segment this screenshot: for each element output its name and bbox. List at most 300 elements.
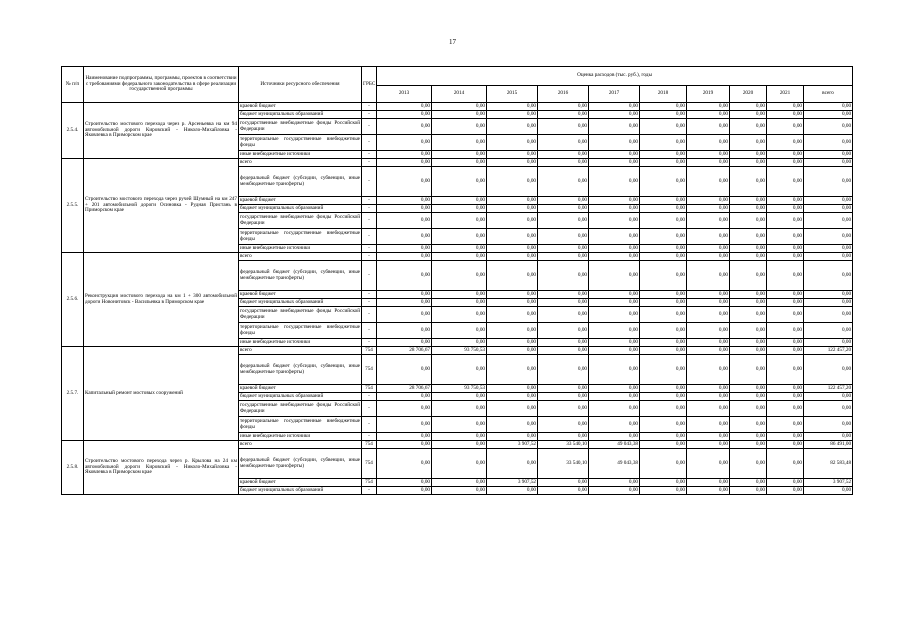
- item-name: Строительство мостового перехода через р. Крылова на 24 км автомобильной дороги Кировский - Николо-Михайловка - Яковлевка в Приморском крае: [84, 441, 239, 495]
- year-value: 0,00: [538, 347, 589, 355]
- year-value: 0,00: [589, 159, 640, 167]
- year-value: 0,00: [432, 135, 487, 151]
- funding-source: краевой бюджет: [239, 197, 362, 205]
- year-value: 0,00: [487, 323, 538, 339]
- year-value: 0,00: [767, 393, 804, 401]
- year-value: 0,00: [432, 401, 487, 417]
- page-number: 17: [449, 38, 456, 46]
- year-header: 2020: [730, 86, 767, 103]
- total-value: 0,00: [804, 339, 853, 347]
- year-value: 0,00: [640, 111, 687, 119]
- year-value: 0,00: [730, 167, 767, 197]
- table-row: [62, 103, 853, 111]
- year-value: 0,00: [377, 433, 432, 441]
- year-value: 0,00: [487, 393, 538, 401]
- year-value: 0,00: [487, 197, 538, 205]
- funding-source: краевой бюджет: [239, 479, 362, 487]
- funding-source: бюджет муниципальных образований: [239, 393, 362, 401]
- item-name: Капитальный ремонт мостовых сооружений: [84, 347, 239, 441]
- grbs-code: -: [362, 245, 377, 253]
- year-value: 0,00: [487, 401, 538, 417]
- funding-source: федеральный бюджет (субсидии, субвенции, иные межбюджетные трансферты): [239, 167, 362, 197]
- year-value: 0,00: [432, 103, 487, 111]
- year-value: 0,00: [687, 103, 730, 111]
- grbs-code: -: [362, 103, 377, 111]
- year-header: 2017: [589, 86, 640, 103]
- total-value: 0,00: [804, 355, 853, 385]
- year-value: 0,00: [377, 213, 432, 229]
- grbs-code: 754: [362, 479, 377, 487]
- year-value: 0,00: [730, 111, 767, 119]
- year-value: 0,00: [767, 111, 804, 119]
- year-value: 0,00: [589, 253, 640, 261]
- year-value: 0,00: [487, 103, 538, 111]
- year-value: 0,00: [377, 159, 432, 167]
- year-value: 0,00: [687, 433, 730, 441]
- year-value: 0,00: [730, 401, 767, 417]
- grbs-code: -: [362, 205, 377, 213]
- year-value: 0,00: [377, 229, 432, 245]
- grbs-code: -: [362, 229, 377, 245]
- year-value: 0,00: [432, 417, 487, 433]
- year-value: 28 706,67: [377, 385, 432, 393]
- year-value: 0,00: [767, 119, 804, 135]
- total-value: 0,00: [804, 299, 853, 307]
- year-value: 0,00: [538, 253, 589, 261]
- year-value: 0,00: [767, 103, 804, 111]
- year-value: 0,00: [538, 479, 589, 487]
- year-value: 0,00: [432, 441, 487, 449]
- year-value: 0,00: [538, 159, 589, 167]
- year-value: 0,00: [767, 167, 804, 197]
- year-value: 3 907,52: [487, 441, 538, 449]
- year-value: 0,00: [432, 197, 487, 205]
- year-value: 0,00: [538, 487, 589, 495]
- year-value: 0,00: [377, 479, 432, 487]
- year-value: 0,00: [538, 401, 589, 417]
- year-value: 0,00: [538, 299, 589, 307]
- year-value: 0,00: [538, 417, 589, 433]
- year-value: 0,00: [487, 213, 538, 229]
- year-value: 0,00: [377, 355, 432, 385]
- year-header: 2015: [487, 86, 538, 103]
- year-value: 0,00: [730, 307, 767, 323]
- total-value: 122 457,20: [804, 385, 853, 393]
- year-value: 0,00: [538, 339, 589, 347]
- grbs-code: -: [362, 299, 377, 307]
- year-header: 2021: [767, 86, 804, 103]
- year-value: 0,00: [767, 417, 804, 433]
- year-value: 0,00: [687, 393, 730, 401]
- grbs-code: -: [362, 159, 377, 167]
- year-value: 0,00: [589, 347, 640, 355]
- year-value: 0,00: [767, 159, 804, 167]
- table-row: [62, 253, 853, 261]
- funding-source: бюджет муниципальных образований: [239, 487, 362, 495]
- year-value: 0,00: [589, 401, 640, 417]
- year-value: 0,00: [730, 151, 767, 159]
- year-value: 0,00: [687, 291, 730, 299]
- year-value: 0,00: [640, 323, 687, 339]
- year-value: 0,00: [432, 253, 487, 261]
- total-value: 0,00: [804, 159, 853, 167]
- expense-table: [61, 66, 853, 495]
- year-value: 0,00: [730, 339, 767, 347]
- year-value: 0,00: [432, 449, 487, 479]
- year-value: 0,00: [487, 433, 538, 441]
- year-value: 0,00: [767, 433, 804, 441]
- year-value: 0,00: [487, 347, 538, 355]
- year-value: 0,00: [377, 119, 432, 135]
- year-value: 0,00: [640, 119, 687, 135]
- year-value: 0,00: [730, 417, 767, 433]
- year-value: 0,00: [589, 205, 640, 213]
- year-value: 0,00: [538, 433, 589, 441]
- year-value: 0,00: [589, 261, 640, 291]
- year-header: 2014: [432, 86, 487, 103]
- year-value: 0,00: [687, 253, 730, 261]
- year-value: 0,00: [589, 119, 640, 135]
- year-value: 0,00: [589, 393, 640, 401]
- year-value: 0,00: [538, 197, 589, 205]
- year-value: 0,00: [687, 449, 730, 479]
- funding-source: краевой бюджет: [239, 385, 362, 393]
- year-value: 0,00: [432, 119, 487, 135]
- year-value: 0,00: [377, 253, 432, 261]
- funding-source: иные внебюджетные источники: [239, 151, 362, 159]
- year-value: 0,00: [730, 393, 767, 401]
- year-value: 0,00: [640, 229, 687, 245]
- year-value: 0,00: [687, 347, 730, 355]
- total-value: 3 907,52: [804, 479, 853, 487]
- year-value: 0,00: [640, 393, 687, 401]
- year-value: 0,00: [589, 339, 640, 347]
- year-value: 0,00: [538, 111, 589, 119]
- year-value: 0,00: [432, 229, 487, 245]
- funding-source: иные внебюджетные источники: [239, 245, 362, 253]
- funding-source: федеральный бюджет (субсидии, субвенции, иные межбюджетные трансферты): [239, 449, 362, 479]
- total-value: 82 583,48: [804, 449, 853, 479]
- year-value: 0,00: [640, 347, 687, 355]
- item-code: 2.5.5.: [62, 159, 84, 253]
- year-value: 0,00: [589, 103, 640, 111]
- year-value: 0,00: [487, 159, 538, 167]
- year-value: 0,00: [730, 103, 767, 111]
- year-value: 0,00: [538, 291, 589, 299]
- year-value: 0,00: [487, 417, 538, 433]
- funding-source: краевой бюджет: [239, 103, 362, 111]
- year-value: 0,00: [730, 119, 767, 135]
- year-value: 0,00: [640, 197, 687, 205]
- total-value: 0,00: [804, 111, 853, 119]
- year-value: 0,00: [432, 393, 487, 401]
- year-header: 2019: [687, 86, 730, 103]
- funding-source: федеральный бюджет (субсидии, субвенции, иные межбюджетные трансферты): [239, 355, 362, 385]
- year-value: 0,00: [377, 291, 432, 299]
- year-value: 0,00: [538, 393, 589, 401]
- item-code: 2.5.7.: [62, 347, 84, 441]
- funding-source: территориальные государственные внебюджетные фонды: [239, 417, 362, 433]
- total-value: 0,00: [804, 213, 853, 229]
- year-value: 0,00: [377, 151, 432, 159]
- year-value: 93 750,53: [432, 347, 487, 355]
- year-value: 0,00: [589, 323, 640, 339]
- year-value: 0,00: [487, 261, 538, 291]
- grbs-code: 754: [362, 355, 377, 385]
- grbs-code: -: [362, 197, 377, 205]
- total-value: 0,00: [804, 135, 853, 151]
- item-name: Реконструкция мостового перехода на км 1 + 300 автомобильной дороги Новонитовск - Васильевка в Приморском крае: [84, 253, 239, 347]
- year-value: 0,00: [687, 299, 730, 307]
- year-value: 0,00: [730, 197, 767, 205]
- year-value: 0,00: [687, 135, 730, 151]
- year-value: 0,00: [767, 401, 804, 417]
- year-value: 0,00: [767, 449, 804, 479]
- total-value: 86 491,00: [804, 441, 853, 449]
- year-value: 0,00: [487, 135, 538, 151]
- year-value: 0,00: [687, 385, 730, 393]
- grbs-code: 754: [362, 449, 377, 479]
- year-value: 0,00: [377, 167, 432, 197]
- year-value: 0,00: [377, 449, 432, 479]
- funding-source: бюджет муниципальных образований: [239, 299, 362, 307]
- year-value: 0,00: [487, 355, 538, 385]
- grbs-code: -: [362, 151, 377, 159]
- year-value: 0,00: [730, 347, 767, 355]
- header-name: Наименование подпрограммы, программы, проектов в соответствии с требованиями федерального законодательства в сфере реализации государственной программы: [84, 67, 239, 103]
- year-value: 0,00: [487, 167, 538, 197]
- year-value: 0,00: [640, 441, 687, 449]
- year-value: 0,00: [687, 261, 730, 291]
- year-value: 0,00: [640, 213, 687, 229]
- year-value: 0,00: [377, 487, 432, 495]
- year-value: 0,00: [432, 323, 487, 339]
- funding-source: территориальные государственные внебюджетные фонды: [239, 229, 362, 245]
- year-value: 0,00: [687, 229, 730, 245]
- funding-source: бюджет муниципальных образований: [239, 111, 362, 119]
- header-estimate: Оценка расходов (тыс. руб.), годы: [377, 67, 853, 86]
- year-value: 0,00: [589, 417, 640, 433]
- funding-source: иные внебюджетные источники: [239, 339, 362, 347]
- total-value: 0,00: [804, 291, 853, 299]
- year-header: всего: [804, 86, 853, 103]
- year-value: 0,00: [432, 299, 487, 307]
- year-value: 33 540,10: [538, 449, 589, 479]
- year-value: 0,00: [687, 401, 730, 417]
- year-value: 0,00: [767, 299, 804, 307]
- year-value: 0,00: [538, 151, 589, 159]
- year-value: 0,00: [640, 307, 687, 323]
- year-value: 0,00: [687, 213, 730, 229]
- year-value: 0,00: [377, 299, 432, 307]
- year-value: 0,00: [640, 479, 687, 487]
- year-value: 0,00: [767, 135, 804, 151]
- total-value: 0,00: [804, 433, 853, 441]
- year-value: 0,00: [687, 355, 730, 385]
- year-value: 0,00: [538, 135, 589, 151]
- year-value: 0,00: [487, 339, 538, 347]
- year-value: 0,00: [377, 401, 432, 417]
- total-value: 0,00: [804, 229, 853, 245]
- year-value: 0,00: [640, 245, 687, 253]
- funding-source: территориальные государственные внебюджетные фонды: [239, 323, 362, 339]
- funding-source: всего: [239, 253, 362, 261]
- year-value: 0,00: [377, 417, 432, 433]
- year-value: 0,00: [767, 355, 804, 385]
- total-value: 0,00: [804, 119, 853, 135]
- year-value: 0,00: [730, 159, 767, 167]
- item-name: Строительство мостового перехода через ручей Шумный на км 247 + 201 автомобильной дороги Осиновка - Рудная Пристань в Приморском крае: [84, 159, 239, 253]
- year-value: 0,00: [538, 385, 589, 393]
- year-value: 0,00: [538, 323, 589, 339]
- year-value: 0,00: [767, 261, 804, 291]
- funding-source: иные внебюджетные источники: [239, 433, 362, 441]
- year-value: 0,00: [589, 151, 640, 159]
- total-value: 0,00: [804, 417, 853, 433]
- year-value: 93 750,53: [432, 385, 487, 393]
- year-value: 0,00: [487, 205, 538, 213]
- header-grbs: ГРБС: [362, 67, 377, 103]
- year-value: 3 907,52: [487, 479, 538, 487]
- year-value: 0,00: [377, 103, 432, 111]
- year-value: 0,00: [767, 441, 804, 449]
- total-value: 0,00: [804, 253, 853, 261]
- funding-source: государственные внебюджетные фонды Российской Федерации: [239, 307, 362, 323]
- year-value: 0,00: [687, 339, 730, 347]
- year-value: 0,00: [730, 487, 767, 495]
- year-value: 0,00: [538, 205, 589, 213]
- year-value: 0,00: [640, 291, 687, 299]
- year-value: 0,00: [767, 253, 804, 261]
- year-value: 0,00: [640, 385, 687, 393]
- year-value: 0,00: [640, 417, 687, 433]
- year-value: 0,00: [487, 307, 538, 323]
- year-value: 0,00: [730, 261, 767, 291]
- grbs-code: -: [362, 307, 377, 323]
- total-value: 122 457,20: [804, 347, 853, 355]
- year-value: 0,00: [589, 307, 640, 323]
- year-value: 0,00: [640, 487, 687, 495]
- year-value: 0,00: [640, 299, 687, 307]
- year-value: 0,00: [730, 433, 767, 441]
- funding-source: бюджет муниципальных образований: [239, 205, 362, 213]
- year-value: 0,00: [487, 151, 538, 159]
- year-value: 0,00: [640, 103, 687, 111]
- funding-source: государственные внебюджетные фонды Российской Федерации: [239, 119, 362, 135]
- funding-source: федеральный бюджет (субсидии, субвенции, иные межбюджетные трансферты): [239, 261, 362, 291]
- year-value: 0,00: [432, 307, 487, 323]
- year-value: 0,00: [640, 205, 687, 213]
- year-value: 0,00: [589, 355, 640, 385]
- grbs-code: -: [362, 111, 377, 119]
- year-value: 0,00: [432, 479, 487, 487]
- year-value: 0,00: [687, 197, 730, 205]
- year-value: 0,00: [687, 167, 730, 197]
- year-value: 0,00: [432, 213, 487, 229]
- year-value: 0,00: [730, 245, 767, 253]
- grbs-code: -: [362, 393, 377, 401]
- year-value: 0,00: [730, 323, 767, 339]
- total-value: 0,00: [804, 393, 853, 401]
- year-value: 0,00: [687, 205, 730, 213]
- year-value: 0,00: [432, 355, 487, 385]
- year-value: 0,00: [767, 229, 804, 245]
- grbs-code: -: [362, 433, 377, 441]
- year-value: 0,00: [687, 487, 730, 495]
- grbs-code: -: [362, 167, 377, 197]
- year-value: 0,00: [377, 245, 432, 253]
- total-value: 0,00: [804, 323, 853, 339]
- total-value: 0,00: [804, 307, 853, 323]
- year-value: 0,00: [767, 213, 804, 229]
- year-value: 0,00: [487, 111, 538, 119]
- year-value: 0,00: [589, 213, 640, 229]
- year-value: 0,00: [538, 103, 589, 111]
- header-num: № п/п: [62, 67, 84, 103]
- year-value: 0,00: [589, 197, 640, 205]
- year-value: 0,00: [730, 253, 767, 261]
- year-value: 0,00: [687, 245, 730, 253]
- year-value: 0,00: [730, 205, 767, 213]
- year-value: 0,00: [377, 135, 432, 151]
- year-value: 0,00: [767, 339, 804, 347]
- year-value: 0,00: [687, 479, 730, 487]
- year-value: 0,00: [377, 441, 432, 449]
- year-value: 0,00: [687, 441, 730, 449]
- year-value: 0,00: [640, 167, 687, 197]
- year-value: 0,00: [687, 151, 730, 159]
- grbs-code: 754: [362, 385, 377, 393]
- grbs-code: -: [362, 135, 377, 151]
- year-value: 0,00: [640, 151, 687, 159]
- year-value: 0,00: [767, 245, 804, 253]
- total-value: 0,00: [804, 197, 853, 205]
- year-value: 0,00: [538, 213, 589, 229]
- year-value: 0,00: [487, 385, 538, 393]
- year-value: 0,00: [589, 479, 640, 487]
- year-value: 0,00: [487, 449, 538, 479]
- year-value: 0,00: [432, 167, 487, 197]
- year-value: 0,00: [730, 355, 767, 385]
- year-value: 0,00: [767, 323, 804, 339]
- funding-source: государственные внебюджетные фонды Российской Федерации: [239, 401, 362, 417]
- year-value: 0,00: [487, 487, 538, 495]
- year-value: 49 043,38: [589, 441, 640, 449]
- year-value: 0,00: [377, 323, 432, 339]
- year-value: 0,00: [432, 245, 487, 253]
- year-value: 0,00: [538, 261, 589, 291]
- grbs-code: 754: [362, 441, 377, 449]
- year-value: 0,00: [767, 347, 804, 355]
- year-value: 0,00: [730, 449, 767, 479]
- year-value: 0,00: [538, 355, 589, 385]
- year-value: 0,00: [487, 119, 538, 135]
- grbs-code: -: [362, 323, 377, 339]
- year-value: 0,00: [767, 151, 804, 159]
- year-value: 0,00: [687, 111, 730, 119]
- year-value: 0,00: [589, 487, 640, 495]
- year-value: 0,00: [687, 159, 730, 167]
- year-value: 0,00: [730, 479, 767, 487]
- year-value: 0,00: [432, 339, 487, 347]
- year-value: 0,00: [589, 245, 640, 253]
- year-value: 0,00: [640, 159, 687, 167]
- grbs-code: -: [362, 487, 377, 495]
- total-value: 0,00: [804, 103, 853, 111]
- year-value: 0,00: [487, 229, 538, 245]
- grbs-code: -: [362, 253, 377, 261]
- year-header: 2018: [640, 86, 687, 103]
